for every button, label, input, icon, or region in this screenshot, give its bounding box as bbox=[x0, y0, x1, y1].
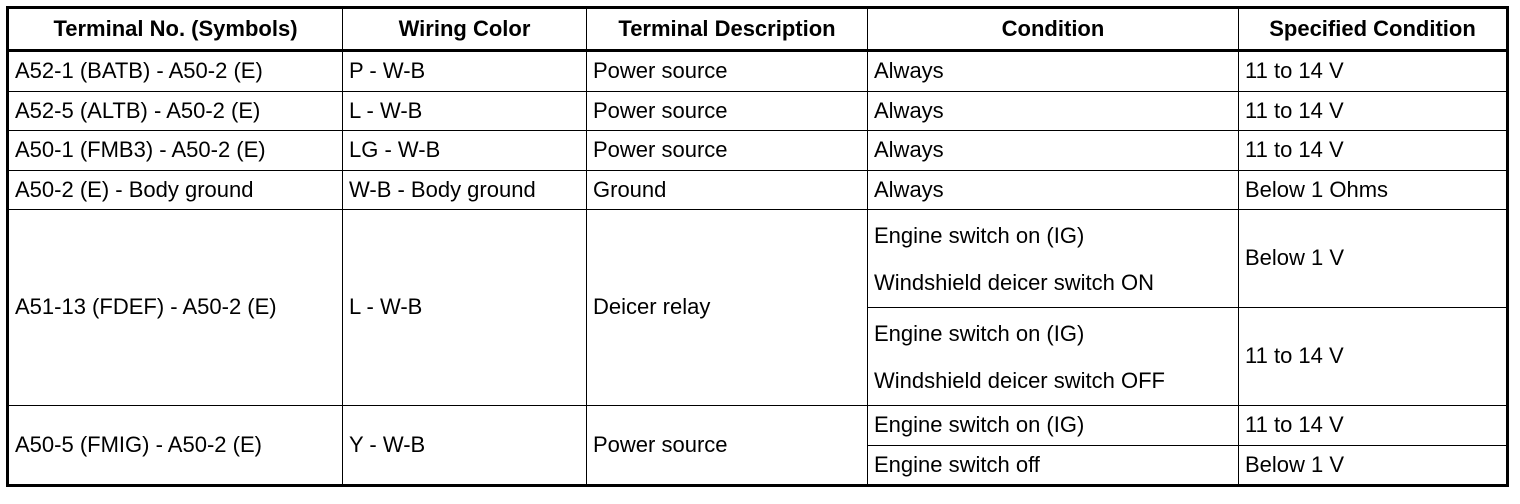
condition-cell: Always bbox=[868, 170, 1239, 210]
condition-cell bbox=[868, 308, 1239, 406]
description-cell: Power source bbox=[587, 51, 868, 92]
wiring-color-cell: L - W-B bbox=[343, 210, 587, 406]
condition-line: Engine switch on (IG) bbox=[874, 222, 1085, 248]
terminal-cell: A50-1 (FMB3) - A50-2 (E) bbox=[8, 131, 343, 171]
header-wiring-color: Wiring Color bbox=[343, 8, 587, 51]
description-cell: Deicer relay bbox=[587, 210, 868, 406]
specified-condition-cell: 11 to 14 V bbox=[1239, 91, 1508, 131]
condition-cell: Always bbox=[868, 131, 1239, 171]
wiring-color-cell: W-B - Body ground bbox=[343, 170, 587, 210]
terminal-cell: A50-2 (E) - Body ground bbox=[8, 170, 343, 210]
specified-condition-cell: 11 to 14 V bbox=[1239, 131, 1508, 171]
specified-condition-cell: 11 to 14 V bbox=[1239, 308, 1508, 406]
description-cell: Ground bbox=[587, 170, 868, 210]
terminal-cell: A51-13 (FDEF) - A50-2 (E) bbox=[8, 210, 343, 406]
terminal-cell: A50-5 (FMIG) - A50-2 (E) bbox=[8, 406, 343, 486]
specified-condition-cell: Below 1 Ohms bbox=[1239, 170, 1508, 210]
wiring-color-cell: Y - W-B bbox=[343, 406, 587, 486]
condition-line: Engine switch on (IG) bbox=[874, 320, 1085, 346]
condition-cell: Engine switch off bbox=[868, 445, 1239, 486]
condition-line: Windshield deicer switch ON bbox=[874, 269, 1154, 295]
condition-line: Windshield deicer switch OFF bbox=[874, 367, 1165, 393]
table-row bbox=[8, 406, 1508, 446]
condition-cell: Always bbox=[868, 91, 1239, 131]
terminal-cell: A52-5 (ALTB) - A50-2 (E) bbox=[8, 91, 343, 131]
condition-cell: Always bbox=[868, 51, 1239, 92]
terminal-inspection-table bbox=[6, 6, 1509, 487]
description-cell: Power source bbox=[587, 406, 868, 486]
table-row bbox=[8, 210, 1508, 308]
header-terminal-no: Terminal No. (Symbols) bbox=[8, 8, 343, 51]
description-cell: Power source bbox=[587, 131, 868, 171]
wiring-color-cell: P - W-B bbox=[343, 51, 587, 92]
table-row bbox=[8, 91, 1508, 131]
table-row bbox=[8, 170, 1508, 210]
specified-condition-cell: Below 1 V bbox=[1239, 445, 1508, 486]
wiring-color-cell: LG - W-B bbox=[343, 131, 587, 171]
table-row bbox=[8, 131, 1508, 171]
header-terminal-description: Terminal Description bbox=[587, 8, 868, 51]
condition-cell: Engine switch on (IG) bbox=[868, 406, 1239, 446]
specified-condition-cell: 11 to 14 V bbox=[1239, 51, 1508, 92]
wiring-color-cell: L - W-B bbox=[343, 91, 587, 131]
terminal-table-container bbox=[6, 6, 1509, 487]
description-cell: Power source bbox=[587, 91, 868, 131]
header-specified-condition: Specified Condition bbox=[1239, 8, 1508, 51]
specified-condition-cell: Below 1 V bbox=[1239, 210, 1508, 308]
specified-condition-cell: 11 to 14 V bbox=[1239, 406, 1508, 446]
table-header-row bbox=[8, 8, 1508, 51]
table-row bbox=[8, 51, 1508, 92]
condition-cell bbox=[868, 210, 1239, 308]
header-condition: Condition bbox=[868, 8, 1239, 51]
terminal-cell: A52-1 (BATB) - A50-2 (E) bbox=[8, 51, 343, 92]
